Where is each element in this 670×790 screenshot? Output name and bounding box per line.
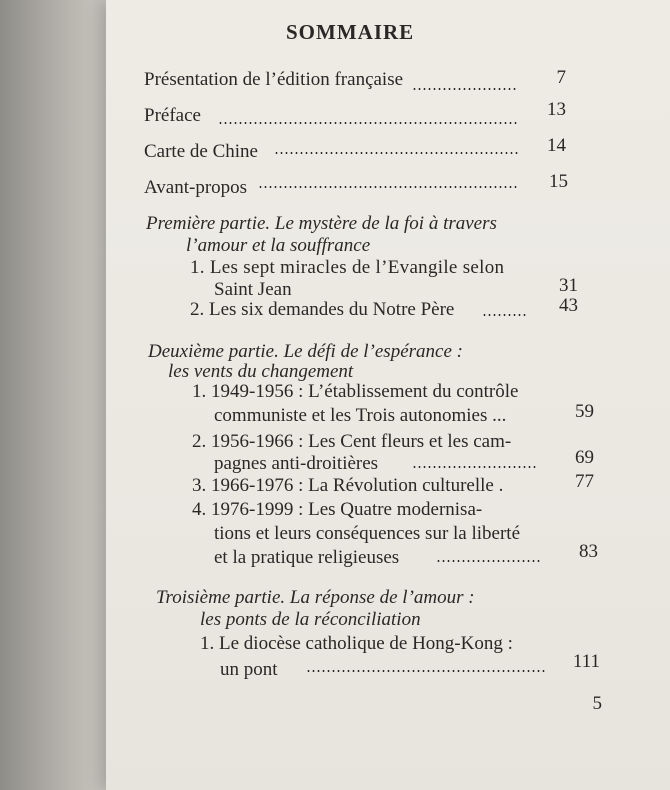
toc-entry-label: Préface <box>144 105 201 126</box>
toc-entry-label: Avant-propos <box>144 177 248 198</box>
chapter-title: 4. 1976-1999 : Les Quatre modernisa- <box>192 499 483 520</box>
chapter-page: 69 <box>575 447 594 468</box>
toc-entry-carte <box>144 140 258 164</box>
toc-entry-page: 15 <box>549 171 568 192</box>
chapter-title: 1. 1949-1956 : L’établissement du contrôle <box>192 381 519 402</box>
dot-leader <box>258 186 518 188</box>
part-heading: Deuxième partie. Le défi de l’espérance : <box>148 341 463 362</box>
dot-leader <box>306 670 546 672</box>
chapter-page: 31 <box>559 275 578 296</box>
chapter-page: 83 <box>579 541 598 562</box>
toc-entry-page: 13 <box>547 99 566 120</box>
page-number: 5 <box>592 693 602 714</box>
chapter-title-continuation: pagnes anti-droitières <box>214 453 379 474</box>
chapter-page: 111 <box>572 651 600 672</box>
toc-entry-page: 14 <box>547 135 566 156</box>
toc-entry-label: Carte de Chine <box>144 141 258 162</box>
part-heading: Première partie. Le mystère de la foi à travers <box>146 213 497 234</box>
chapter-title-continuation: communiste et les Trois autonomies ... <box>214 405 507 426</box>
part-heading-continuation: l’amour et la souffrance <box>186 235 371 256</box>
chapter-title: 2. 1956-1966 : Les Cent fleurs et les cam- <box>192 431 512 452</box>
chapter-title-continuation: et la pratique religieuses <box>214 547 400 568</box>
toc-entry-presentation <box>144 68 403 92</box>
part-heading: Troisième partie. La réponse de l’amour : <box>156 587 475 608</box>
page-title: SOMMAIRE <box>286 20 415 44</box>
dot-leader <box>482 314 526 316</box>
book-page <box>106 0 670 790</box>
part-heading-continuation: les vents du changement <box>168 361 354 382</box>
chapter-page: 59 <box>575 401 594 422</box>
dot-leader <box>412 88 516 90</box>
part-heading-continuation: les ponts de la réconciliation <box>200 609 421 630</box>
dot-leader <box>436 560 540 562</box>
toc-entry-label: Présentation de l’édition française <box>144 69 404 90</box>
chapter-title-continuation: tions et leurs conséquences sur la liberté <box>214 523 521 544</box>
chapter-title: 1. Le diocèse catholique de Hong-Kong : <box>200 633 513 654</box>
chapter-title: 1. Les sept miracles de l’Evangile selon <box>190 257 505 278</box>
chapter-title-continuation: Saint Jean <box>214 279 292 300</box>
toc-entry-preface <box>144 104 201 128</box>
dot-leader <box>274 152 518 154</box>
toc-entry-avant-propos <box>144 176 247 200</box>
chapter-page: 77 <box>575 471 594 492</box>
chapter-page: 43 <box>559 295 578 316</box>
chapter-title: 3. 1966-1976 : La Révolution culturelle . <box>192 475 504 496</box>
dot-leader <box>218 122 518 124</box>
dot-leader <box>412 466 536 468</box>
toc-entry-page: 7 <box>556 67 566 88</box>
chapter-title-continuation: un pont <box>220 659 278 680</box>
chapter-title: 2. Les six demandes du Notre Père <box>190 299 455 320</box>
